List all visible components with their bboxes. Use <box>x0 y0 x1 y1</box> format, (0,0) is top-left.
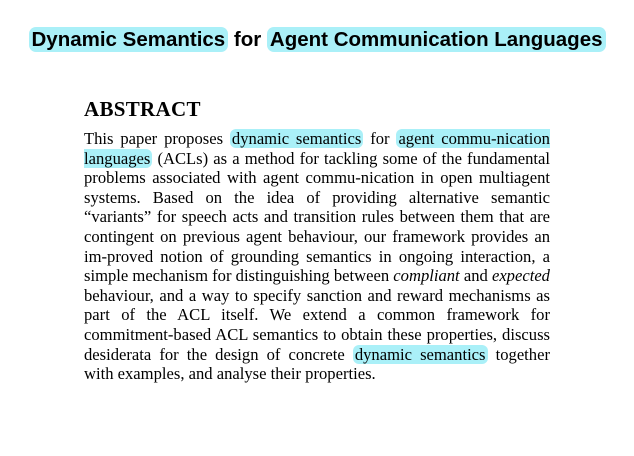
highlight-dynamic-semantics: dynamic semantics <box>354 344 486 364</box>
highlight-agent-communication-languages: agent commu-nication languages <box>84 129 550 168</box>
abstract-text: together with examples, and analyse their properties. <box>84 344 550 384</box>
abstract-heading: ABSTRACT <box>84 97 201 121</box>
emphasis-compliant: compliant <box>393 266 460 286</box>
abstract-text: for <box>363 129 397 148</box>
abstract-text: (ACLs) as a method for tackling some of the fundamental problems associated with agent commu-nication in open multiagent systems. Based on the idea of providing alternative semantic “variants” for speech acts and transition rules between them that are contingent on previous agent behaviour, our framework provides an im-proved notion of grounding semantics in ongoing interaction, a simple mechanism for distinguishing between <box>84 148 550 286</box>
abstract-text: behaviour, and a way to specify sanction and reward mechanisms as part of the ACL itself. We extend a common framework for commitment-based ACL semantics to obtain these properties, discuss desiderata for the design of concrete <box>84 285 550 364</box>
title-connector: for <box>228 28 267 51</box>
emphasis-expected: expected <box>491 266 550 286</box>
abstract-text: This paper proposes <box>84 129 230 148</box>
abstract-body <box>84 129 550 384</box>
abstract-section <box>84 96 550 384</box>
highlight-dynamic-semantics: dynamic semantics <box>231 129 362 148</box>
paper-title <box>0 26 634 54</box>
abstract-text: and <box>459 266 492 286</box>
title-highlight-dynamic-semantics: Dynamic Semantics <box>29 27 229 52</box>
title-highlight-acl: Agent Communication Languages <box>267 27 606 52</box>
